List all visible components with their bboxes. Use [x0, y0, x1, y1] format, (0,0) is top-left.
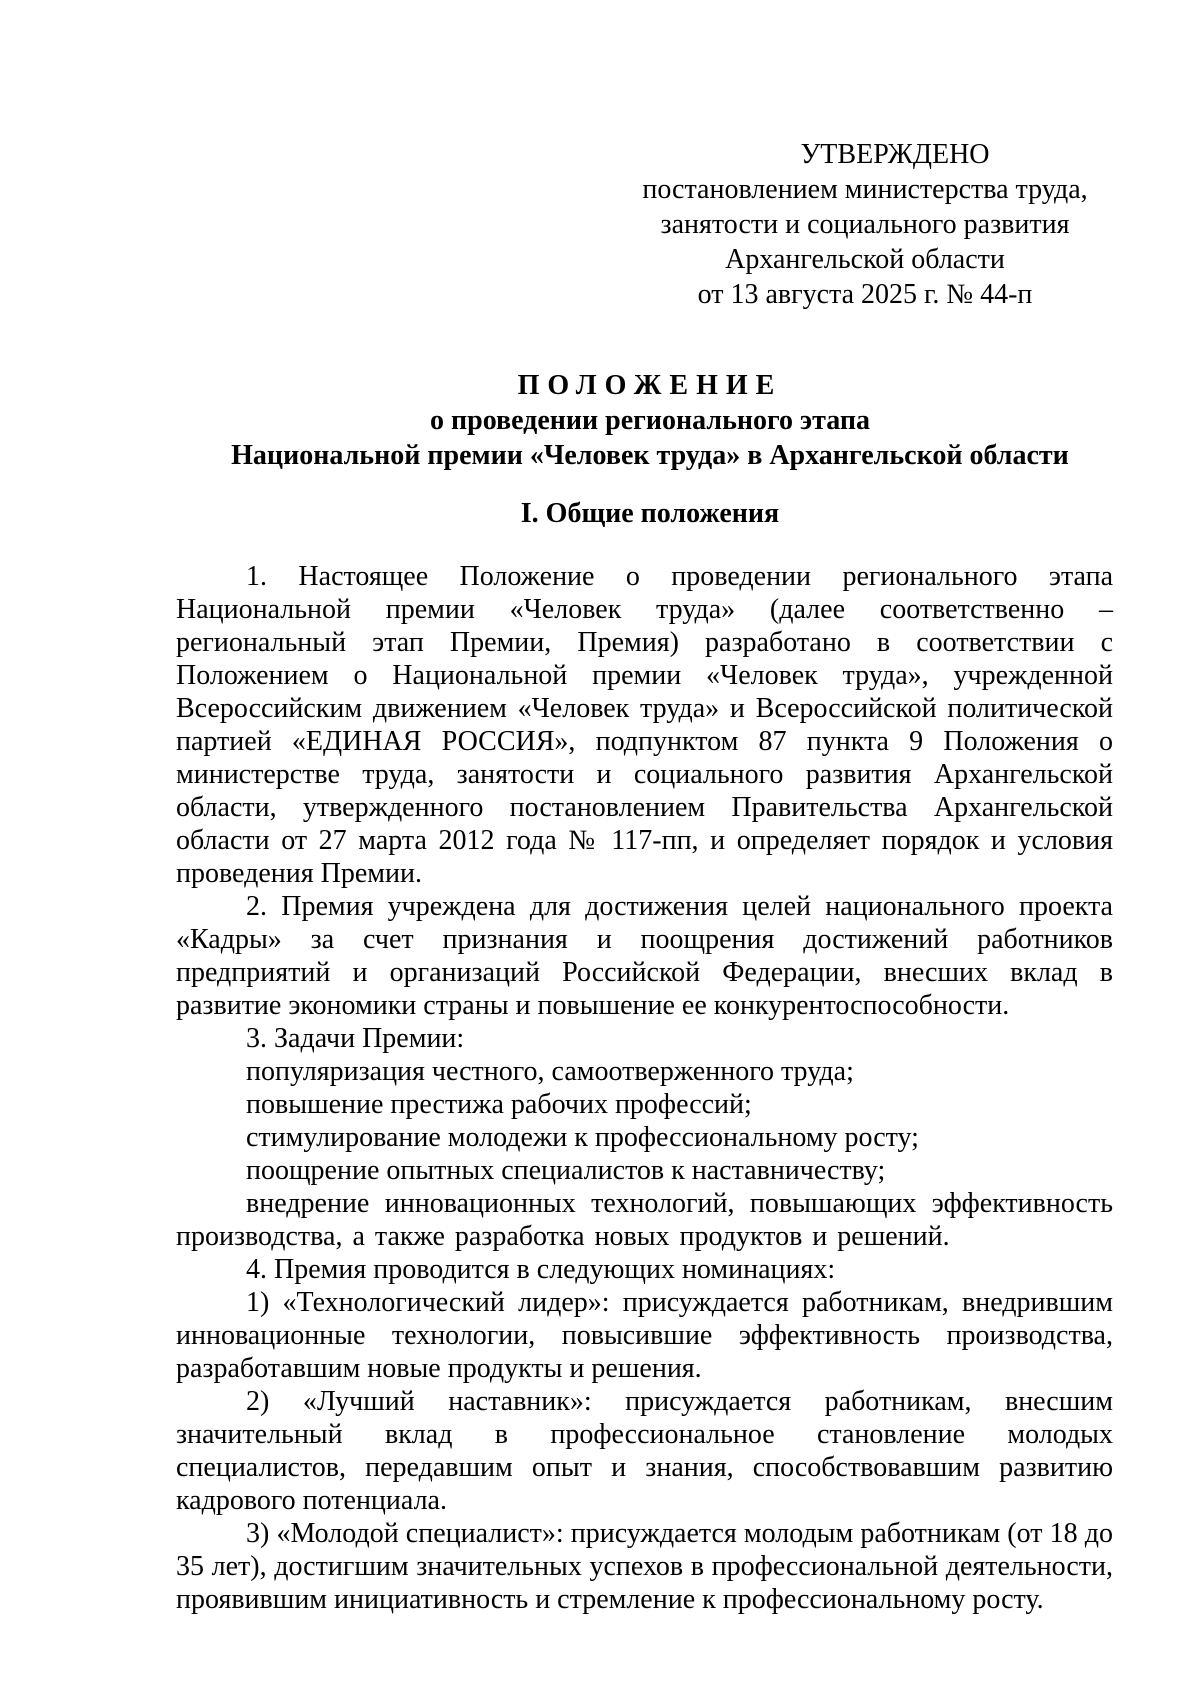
approval-stamp: УТВЕРЖДЕНО	[800, 139, 990, 170]
approval-line: Архангельской области	[725, 244, 1005, 275]
paragraph: 3. Задачи Премии:	[246, 1023, 465, 1054]
list-item: повышение престижа рабочих профессий;	[246, 1089, 752, 1120]
document-body	[176, 560, 1113, 1616]
paragraph: 2. Премия учреждена для достижения целей национального проекта «Кадры» за счет признания и поощрения достижений работников предприятий и организаций Российской Федерации, внесших вклад в развитие экономики страны и повышение ее конкурентоспособности.	[176, 891, 1113, 1021]
paragraph: 4. Премия проводится в следующих номинациях:	[246, 1254, 836, 1285]
list-item: поощрение опытных специалистов к наставничеству;	[246, 1155, 886, 1186]
approval-date: от 13 августа 2025 г. № 44-п	[697, 279, 1033, 310]
document-title	[175, 368, 1125, 473]
list-item: популяризация честного, самоотверженного труда;	[246, 1056, 854, 1087]
nomination-item: 2) «Лучший наставник»: присуждается работникам, внесшим значительный вклад в профессиональное становление молодых специалистов, передавшим опыт и знания, способствовавшим развитию кадрового потенциала.	[176, 1386, 1113, 1516]
approval-line: постановлением министерства труда,	[642, 174, 1088, 205]
title-subtitle: о проведении регионального этапа	[429, 405, 871, 436]
approval-block	[640, 137, 1090, 312]
paragraph: 1. Настоящее Положение о проведении регионального этапа Национальной премии «Человек труда» (далее соответственно – региональный этап Премии, Премия) разработано в соответствии с Положением о Национальной премии «Человек труда», учрежденной Всероссийским движением «Человек труда» и Всероссийской политической партией «ЕДИНАЯ РОССИЯ», подпунктом 87 пункта 9 Положения о министерстве труда, занятости и социального развития Архангельской области, утвержденного постановлением Правительства Архангельской области от 27 марта 2012 года № 117-пп, и определяет порядок и условия проведения Премии.	[176, 561, 1113, 889]
title-main: ПОЛОЖЕНИЕ	[517, 370, 783, 401]
title-subtitle: Национальной премии «Человек труда» в Архангельской области	[231, 440, 1069, 471]
section-heading: I. Общие положения	[520, 498, 780, 529]
list-item: внедрение инновационных технологий, повышающих эффективность производства, а также разработка новых продуктов и решений.	[176, 1188, 1113, 1252]
nomination-item: 1) «Технологический лидер»: присуждается работникам, внедрившим инновационные технологии, повысившие эффективность производства, разработавшим новые продукты и решения.	[176, 1287, 1113, 1384]
list-item: стимулирование молодежи к профессиональному росту;	[246, 1122, 919, 1153]
approval-line: занятости и социального развития	[660, 209, 1070, 240]
nomination-item: 3) «Молодой специалист»: присуждается молодым работникам (от 18 до 35 лет), достигшим значительных успехов в профессиональной деятельности, проявившим инициативность и стремление к профессиональному росту.	[176, 1518, 1113, 1615]
